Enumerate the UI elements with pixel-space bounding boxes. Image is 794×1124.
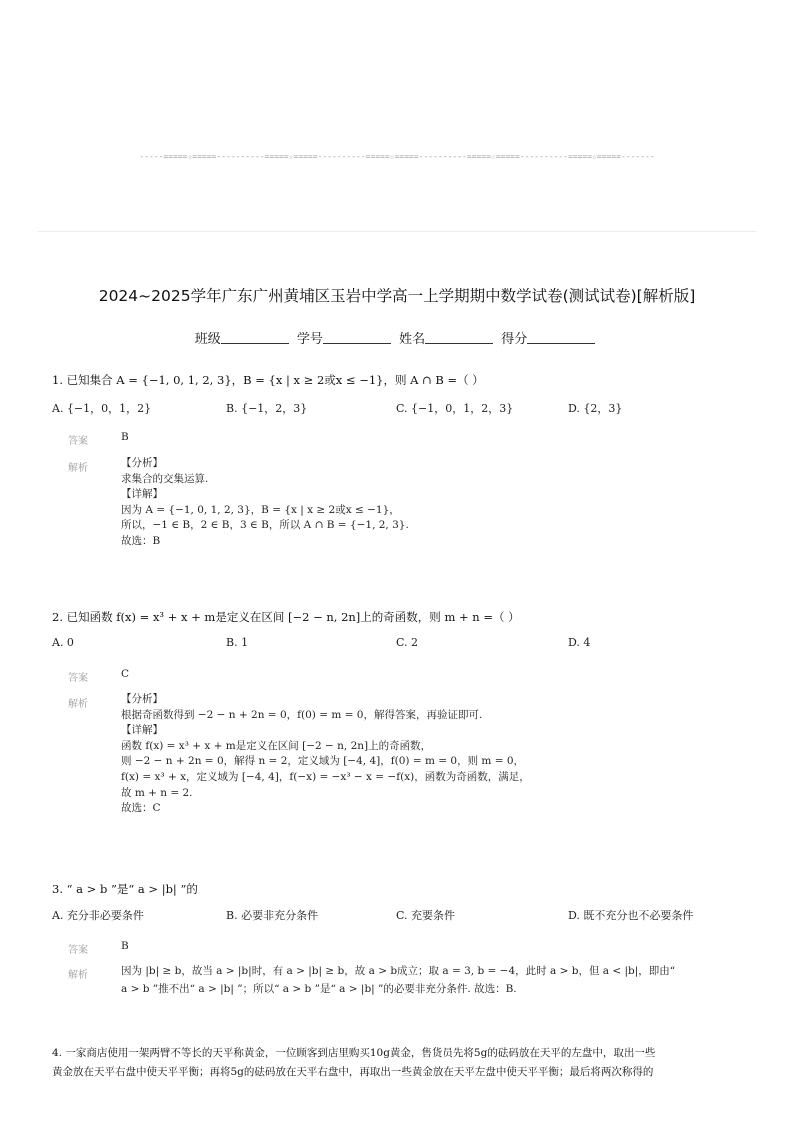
question-2-option-d: D. 4 (568, 636, 591, 649)
analysis-line: a > b ”推不出“ a > |b| ”；所以“ a > b ”是“ a > |b| ”的必要非充分条件. 故选：B. (121, 982, 517, 995)
question-4-line: 黄金放在天平右盘中使天平平衡；再将5g的砝码放在天平右盘中，再取出一些黄金放在天平左盘中使天平平衡；最后将两次称得的 (52, 1066, 654, 1078)
page-title: 2024~2025学年广东广州黄埔区玉岩中学高一上学期期中数学试卷(测试试卷)[解析版] (98, 287, 696, 305)
question-3-option-b: B. 必要非充分条件 (226, 909, 319, 922)
question-3-stem: 3. “ a > b ”是“ a > |b| ”的 (52, 882, 198, 896)
question-3-answer-label: 答案 (68, 945, 88, 956)
question-1-option-b: B. {−1，2，3} (226, 402, 308, 415)
question-1-answer (121, 430, 741, 446)
analysis-line: 求集合的交集运算. (121, 472, 209, 485)
student-info-row (0, 328, 794, 347)
analysis-line: 故选：C (121, 802, 161, 815)
field-id-label: 学号 (296, 332, 323, 347)
question-2-option-b: B. 1 (226, 636, 249, 649)
analysis-line: 【详解】 (121, 724, 163, 737)
analysis-line: 因为 |b| ≥ b，故当 a > |b|时，有 a > |b| ≥ b，故 a > b成立；取 a = 3, b = −4，此时 a > b，但 a < |b|，即由“ (121, 965, 676, 977)
question-1-analysis-label: 解析 (68, 463, 88, 474)
question-3-option-a: A. 充分非必要条件 (52, 909, 144, 922)
analysis-line: 因为 A = {−1, 0, 1, 2, 3}，B = {x | x ≥ 2或x ≤ −1}， (121, 503, 400, 516)
field-class-label: 班级 (194, 332, 221, 347)
question-2-option-a: A. 0 (52, 636, 74, 649)
question-3-option-c: C. 充要条件 (396, 909, 456, 922)
field-class-blank[interactable] (221, 331, 289, 344)
answer-value: B (121, 431, 129, 443)
question-4-line: 4. 一家商店使用一架两臂不等长的天平称黄金，一位顾客到店里购买10g黄金，售货员先将5g的砝码放在天平的左盘中，取出一些 (52, 1047, 656, 1059)
answer-value: C (121, 668, 130, 680)
question-1-option-c: C. {−1，0，1，2，3} (396, 402, 514, 415)
question-2-option-c: C. 2 (396, 636, 419, 649)
analysis-line: 【分析】 (121, 457, 163, 469)
question-1-stem: 1. 已知集合 A = {−1, 0, 1, 2, 3}，B = {x | x ≥ 2或x ≤ −1}，则 A ∩ B =（ ） (52, 373, 484, 387)
question-3-analysis (121, 964, 741, 997)
analysis-line: 函数 f(x) = x³ + x + m是定义在区间 [−2 − n, 2n]上的奇函数， (121, 739, 432, 752)
field-score-blank[interactable] (527, 331, 595, 344)
analysis-line: 【详解】 (121, 488, 163, 501)
analysis-line: 所以，−1 ∈ B，2 ∈ B，3 ∈ B，所以 A ∩ B = {−1, 2, 3}. (121, 519, 409, 532)
analysis-line: 【分析】 (121, 693, 163, 705)
question-1-option-a: A. {−1，0，1，2} (52, 402, 152, 415)
field-score-label: 得分 (501, 332, 528, 347)
answer-value: B (121, 940, 129, 952)
question-1-analysis (121, 456, 741, 550)
question-4-stem (52, 1044, 742, 1082)
question-2-answer (121, 667, 741, 683)
header-divider: -----=====☆=====----------=====☆=====----------=====☆=====----------=====☆=====----------=====☆=====------- (139, 152, 655, 161)
question-1-answer-label: 答案 (68, 436, 88, 447)
question-2-answer-label: 答案 (68, 673, 88, 684)
analysis-line: 则 −2 − n + 2n = 0，解得 n = 2，定义域为 [−4, 4]，f(0) = m = 0，则 m = 0， (121, 755, 525, 768)
question-2-analysis (121, 692, 741, 817)
analysis-line: 故 m + n = 2. (121, 786, 193, 799)
analysis-line: 故选：B (121, 534, 161, 547)
field-id-blank[interactable] (323, 331, 391, 344)
analysis-line: 根据奇函数得到 −2 − n + 2n = 0，f(0) = m = 0，解得答案，再验证即可. (121, 708, 483, 721)
question-2-analysis-label: 解析 (68, 699, 88, 710)
question-3-analysis-label: 解析 (68, 970, 88, 981)
divider-line (38, 231, 756, 232)
field-name-label: 姓名 (399, 332, 426, 347)
question-1-option-d: D. {2，3} (568, 402, 623, 415)
analysis-line: f(x) = x³ + x，定义域为 [−4, 4]，f(−x) = −x³ − x = −f(x)，函数为奇函数，满足， (121, 770, 530, 783)
field-name-blank[interactable] (425, 331, 493, 344)
question-3-option-d: D. 既不充分也不必要条件 (568, 909, 694, 922)
question-3-answer (121, 939, 741, 955)
question-2-stem: 2. 已知函数 f(x) = x³ + x + m是定义在区间 [−2 − n, 2n]上的奇函数，则 m + n =（ ） (52, 610, 520, 624)
